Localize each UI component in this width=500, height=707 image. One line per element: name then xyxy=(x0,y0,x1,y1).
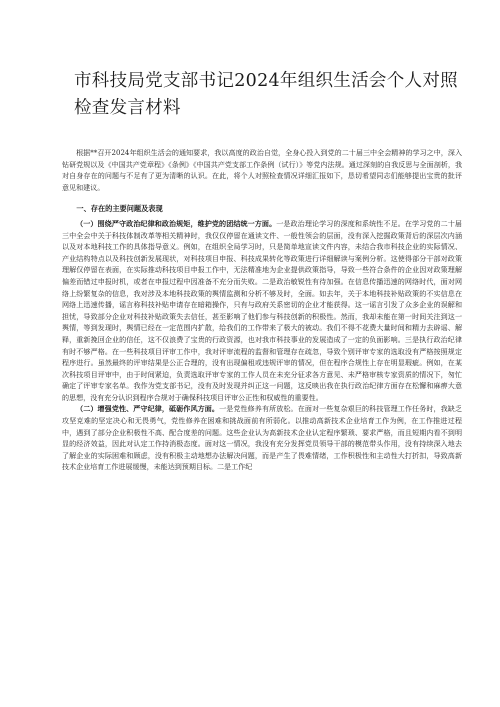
paragraph-political-discipline xyxy=(62,218,462,404)
document-title: 市科技局党支部书记2024年组织生活会个人对照检查发言材料 xyxy=(74,71,458,118)
section-heading: 一、存在的主要问题及表现 xyxy=(76,204,163,214)
paragraph-body: 一是党性修养有所放松。在面对一些复杂艰巨的科技管理工作任务时，我缺乏攻坚克难的坚定决心和无畏勇气，党性修养在困难和挑战面前有所弱化。以推动高新技术企业培育工作为例，在工作推进过程中，遇到了部分企业积极性不高、配合度差的问题。这些企业认为高新技术企业认定程序繁琐、要求严格，而且短期内看不到明显的经济效益，因此对认定工作持消极态度。面对这一情况，我没有充分发挥党员领导干部的模范带头作用，没有持续深入地去了解企业的实际困难和顾虑，没有积极主动地想办法解决问题，而是产生了畏难情绪，工作积极性和主动性大打折扣，导致高新技术企业培育工作进展缓慢，未能达到预期目标。二是工作纪 xyxy=(62,404,462,472)
subsection-heading: （一）围绕严守政治纪律和政治规矩，维护党的团结统一方面。 xyxy=(76,218,277,228)
subsection-heading: （二）增强党性、严守纪律，砥砺作风方面。 xyxy=(76,404,220,414)
paragraph-body: 一是政治理论学习的深度和系统性不足。在学习党的二十届三中全会中关于科技体制改革等相关精神时，我仅仅停留在通读文件、一般性领会的层面，没有深入挖掘政策背后的深层次内涵以及对本地科技工作的具体指导意义。例如，在组织全局学习时，只是简单地宣读文件内容，未结合我市科技企业的实际情况、产业结构特点以及科技创新发展现状，对科技项目申报、科技成果转化等政策进行详细解读与案例分析。这使得部分干部对政策理解仅停留在表面，在实际推动科技项目申报工作中，无法精准地为企业提供政策指导，导致一些符合条件的企业因对政策理解偏差而错过申报时机，或者在申报过程中因准备不充分而失败。二是政治敏锐性有待加强。在信息传播迅速的网络时代，面对网络上纷繁复杂的信息，我对涉及本地科技政策的舆情监测和分析不够及时，全面。如去年，关于本地科技补贴政策的不实信息在网络上迅速传播，谣言称科技补贴申请存在暗箱操作，只有与政府关系密切的企业才能获得。这一谣言引发了众多企业的误解和担忧，导致部分企业对科技补贴政策失去信任，甚至影响了他们参与科技创新的积极性。然而，我却未能在第一时间关注到这一舆情，等到发现时，舆情已经在一定范围内扩散，给我们的工作带来了极大的被动。我们不得不花费大量时间和精力去辟谣、解释，重新挽回企业的信任，这不仅浪费了宝贵的行政资源，也对我市科技事业的发展造成了一定的负面影响。三是执行政治纪律有时不够严格。在一些科技项目评审工作中，我对评审流程的监督和管理存在疏忽，导致个别评审专家的选取没有严格按照规定程序进行。虽然最终的评审结果是公正合理的，没有出现偏租或违规评审的情况，但在程序合规性上存在明显瑕疵。例如，在某次科技项目评审中，由于时间紧迫，负责选取评审专家的工作人员在未充分征求各方意见、未严格审核专家资质的情况下，匆忙确定了评审专家名单。我作为党支部书记，没有及时发现并纠正这一问题，这反映出我在执行政治纪律方面存在松懈和麻痹大意的思想，没有充分认识到程序合规对于确保科技项目评审公正性和权威性的重要性。 xyxy=(62,218,462,402)
intro-paragraph: 根据**召开2024年组织生活会的通知要求，我以高度的政治自觉，全身心投入到党的二十届三中全会精神的学习之中，深入钻研党规以及《中国共产党章程》《条例》《中国共产党支部工作条例（试行）》等党内法规。通过深刻的自我反思与全面剖析，我对自身存在的问题与不足有了更为清晰的认识。在此，将个人对照检查情况详细汇报如下，恳切希望同志们能够提出宝贵的批评意见和建议。 xyxy=(62,148,462,192)
paragraph-party-spirit xyxy=(62,403,462,473)
